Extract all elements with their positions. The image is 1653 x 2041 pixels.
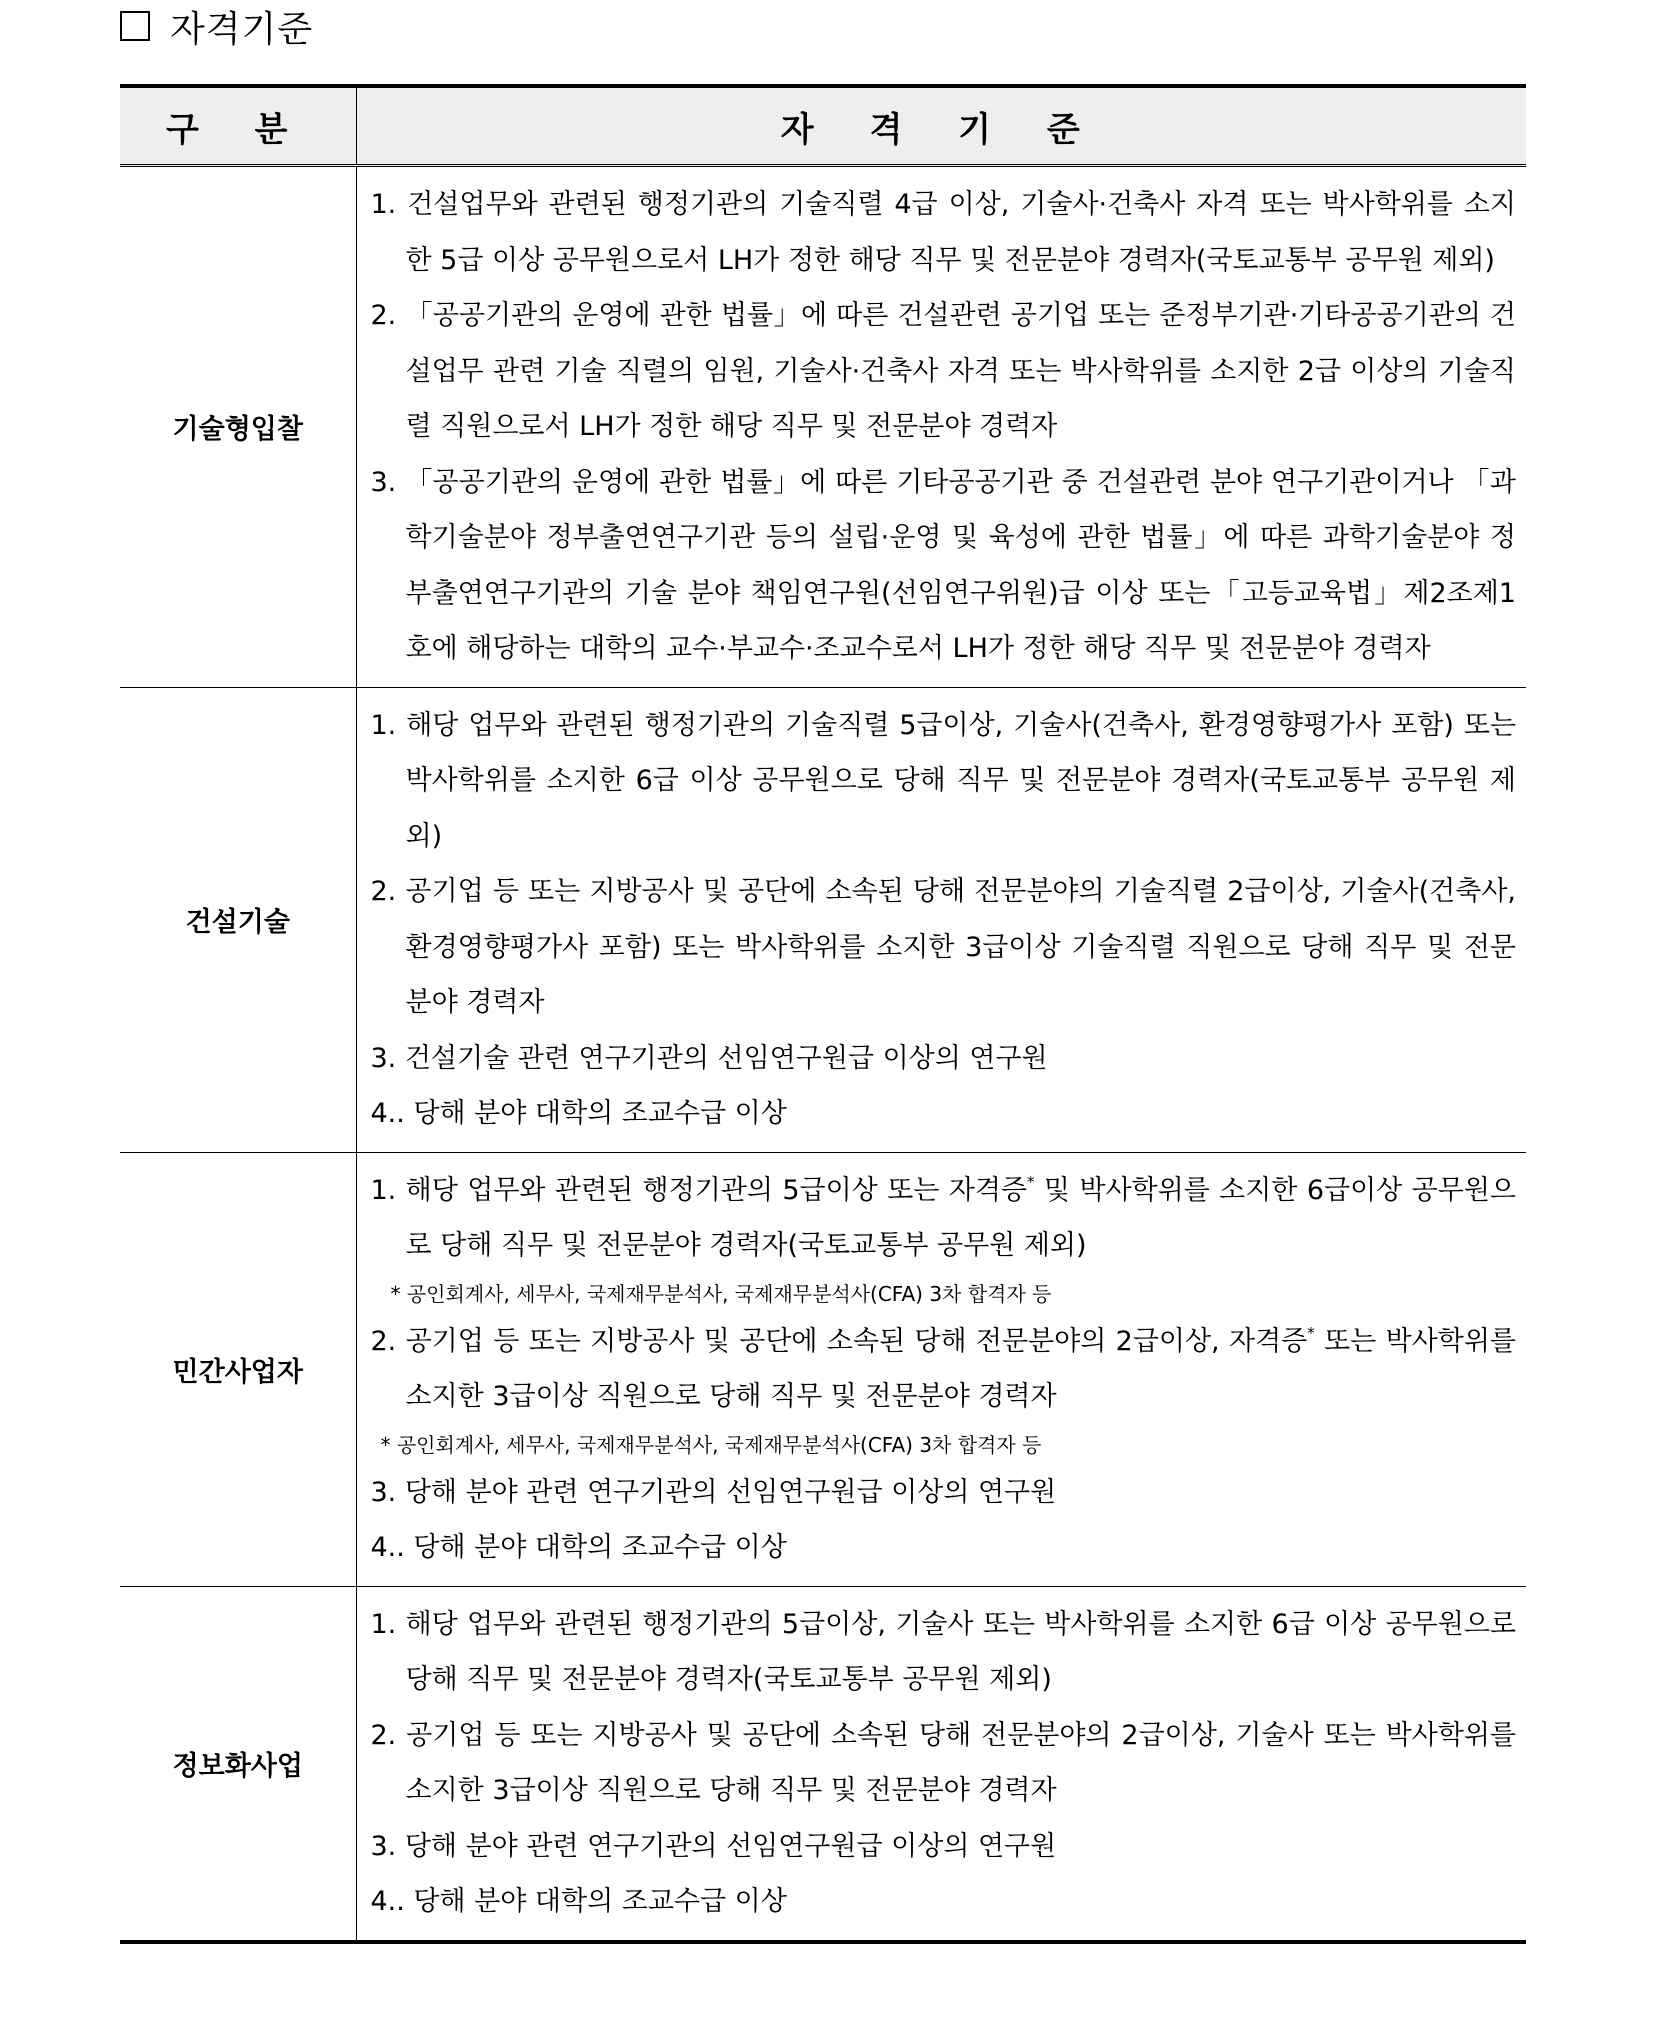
table-header-row	[120, 86, 1526, 166]
table-row	[120, 1152, 1526, 1586]
criteria-item: 1. 해당 업무와 관련된 행정기관의 기술직렬 5급이상, 기술사(건축사, 환경영향평가사 포함) 또는 박사학위를 소지한 6급 이상 공무원으로 당해 직무 및 전문분야 경력자(국토교통부 공무원 제외)	[370, 709, 1516, 852]
criteria-item: 2. 공기업 등 또는 지방공사 및 공단에 소속된 당해 전문분야의 기술직렬 2급이상, 기술사(건축사, 환경영향평가사 포함) 또는 박사학위를 소지한 3급이상 기술직렬 직원으로 당해 직무 및 전문분야 경력자	[370, 876, 1516, 1018]
table-row	[120, 166, 1526, 688]
row-criteria-construction-tech	[356, 687, 1526, 1152]
row-criteria-private-operator	[356, 1152, 1526, 1586]
criteria-item: 3. 건설기술 관련 연구기관의 선임연구원급 이상의 연구원	[370, 1042, 1048, 1074]
row-criteria-informatization	[356, 1586, 1526, 1942]
criteria-item: 4.. 당해 분야 대학의 조교수급 이상	[370, 1098, 787, 1129]
criteria-item: 1. 해당 업무와 관련된 행정기관의 5급이상, 기술사 또는 박사학위를 소지한 6급 이상 공무원으로 당해 직무 및 전문분야 경력자(국토교통부 공무원 제외)	[370, 1608, 1516, 1695]
criteria-item: 4.. 당해 분야 대학의 조교수급 이상	[370, 1886, 787, 1917]
criteria-item: 4.. 당해 분야 대학의 조교수급 이상	[370, 1532, 787, 1563]
criteria-item: 3. 「공공기관의 운영에 관한 법률」에 따른 기타공공기관 중 건설관련 분야 연구기관이거나 「과학기술분야 정부출연연구기관 등의 설립·운영 및 육성에 관한 법률」에 따른 과학기술분야 정부출연연구기관의 기술 분야 책임연구원(선임연구위원)급 이상 또는「고등교육법」제2조제1호에 해당하는 대학의 교수·부교수·조교수로서 LH가 정한 해당 직무 및 전문분야 경력자	[370, 466, 1516, 664]
criteria-item: 1. 건설업무와 관련된 행정기관의 기술직렬 4급 이상, 기술사·건축사 자격 또는 박사학위를 소지한 5급 이상 공무원으로서 LH가 정한 해당 직무 및 전문분야 경력자(국토교통부 공무원 제외)	[370, 189, 1516, 276]
criteria-item: 2. 「공공기관의 운영에 관한 법률」에 따른 건설관련 공기업 또는 준정부기관·기타공공기관의 건설업무 관련 기술 직렬의 임원, 기술사·건축사 자격 또는 박사학위를 소지한 2급 이상의 기술직렬 직원으로서 LH가 정한 해당 직무 및 전문분야 경력자	[370, 300, 1516, 442]
header-category: 구 분	[120, 86, 356, 166]
row-category-private-operator: 민간사업자	[120, 1152, 356, 1586]
footnote-note: * 공인회계사, 세무사, 국제재무분석사, 국제재무분석사(CFA) 3차 합격자 등	[390, 1281, 1052, 1306]
row-criteria-technical-bid	[356, 166, 1526, 688]
table-row	[120, 687, 1526, 1152]
criteria-item	[371, 1163, 1517, 1274]
footnote-note: * 공인회계사, 세무사, 국제재무분석사, 국제재무분석사(CFA) 3차 합격자 등	[380, 1432, 1042, 1457]
section-heading	[120, 0, 313, 52]
qualification-table	[120, 84, 1526, 1944]
criteria-item: 3. 당해 분야 관련 연구기관의 선임연구원급 이상의 연구원	[370, 1476, 1057, 1508]
checkbox-square-icon	[120, 11, 150, 41]
section-heading-text: 자격기준	[170, 8, 314, 50]
footnote-marker: *	[1307, 1323, 1315, 1342]
row-category-informatization: 정보화사업	[120, 1586, 356, 1942]
criteria-item	[371, 1314, 1517, 1425]
criteria-item: 3. 당해 분야 관련 연구기관의 선임연구원급 이상의 연구원	[370, 1830, 1057, 1862]
criteria-text: 또는 박사학위를 소지한 3급이상 직원으로 당해 직무 및 전문분야 경력자	[405, 1325, 1516, 1412]
criteria-text: 및 박사학위를 소지한 6급이상 공무원으로 당해 직무 및 전문분야 경력자(국토교통부 공무원 제외)	[405, 1174, 1516, 1261]
header-criteria: 자 격 기 준	[356, 86, 1526, 166]
row-category-construction-tech: 건설기술	[120, 687, 356, 1152]
criteria-text: 1. 해당 업무와 관련된 행정기관의 5급이상 또는 자격증	[370, 1174, 1027, 1206]
criteria-item: 2. 공기업 등 또는 지방공사 및 공단에 소속된 당해 전문분야의 2급이상, 기술사 또는 박사학위를 소지한 3급이상 직원으로 당해 직무 및 전문분야 경력자	[370, 1719, 1516, 1806]
footnote-marker: *	[1026, 1172, 1035, 1191]
table-row	[120, 1586, 1526, 1942]
row-category-technical-bid: 기술형입찰	[120, 166, 356, 688]
criteria-text: 2. 공기업 등 또는 지방공사 및 공단에 소속된 당해 전문분야의 2급이상, 자격증	[370, 1325, 1308, 1357]
